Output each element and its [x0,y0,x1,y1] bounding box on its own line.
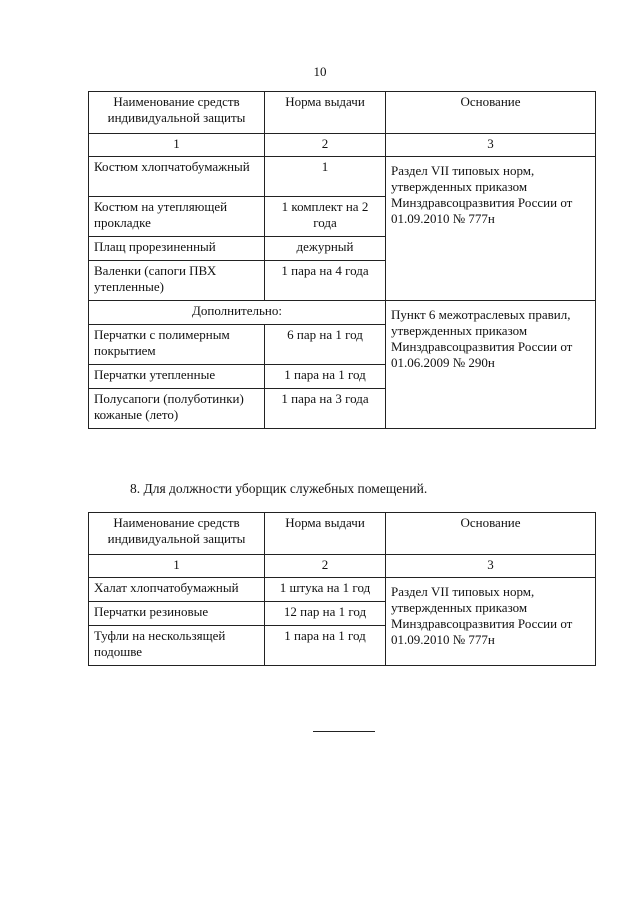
column-number: 3 [386,555,596,578]
item-norm: 1 пара на 1 год [265,626,386,666]
header-norm: Норма выдачи [265,513,386,555]
column-number: 2 [265,555,386,578]
table-row [89,157,596,197]
item-name: Костюм хлопчатобумажный [89,157,265,197]
additional-label: Дополнительно: [89,301,386,325]
basis-cell: Пункт 6 межотраслевых правил, утвержденных приказом Минздравсоцразвития России от 01.06.2009 № 290н [386,301,596,429]
basis-cell: Раздел VII типовых норм, утвержденных приказом Минздравсоцразвития России от 01.09.2010 № 777н [386,157,596,301]
basis-cell: Раздел VII типовых норм, утвержденных приказом Минздравсоцразвития России от 01.09.2010 № 777н [386,578,596,666]
item-name: Костюм на утепляющей прокладке [89,197,265,237]
item-norm: дежурный [265,237,386,261]
item-name: Перчатки утепленные [89,365,265,389]
column-number-row [89,555,596,578]
page-number: 10 [313,64,327,79]
item-norm: 6 пар на 1 год [265,325,386,365]
header-basis: Основание [386,92,596,134]
item-norm: 1 комплект на 2 года [265,197,386,237]
item-name: Туфли на нескользящей подошве [89,626,265,666]
item-name: Перчатки с полимерным покрытием [89,325,265,365]
table-row [89,578,596,602]
table-header-row [89,92,596,134]
item-norm: 1 пара на 3 года [265,389,386,429]
ppe-table-2 [88,512,596,666]
closing-rule [313,731,375,732]
header-item-name: Наименование средств индивидуальной защиты [89,92,265,134]
item-norm: 1 штука на 1 год [265,578,386,602]
section-heading: 8. Для должности уборщик служебных помещений. [130,481,428,496]
item-name: Плащ прорезиненный [89,237,265,261]
ppe-table-1 [88,91,596,429]
item-name: Перчатки резиновые [89,602,265,626]
column-number: 1 [89,555,265,578]
column-number: 2 [265,134,386,157]
header-norm: Норма выдачи [265,92,386,134]
column-number: 1 [89,134,265,157]
item-norm: 12 пар на 1 год [265,602,386,626]
item-norm: 1 [265,157,386,197]
table-row [89,301,596,325]
item-name: Полусапоги (полуботинки) кожаные (лето) [89,389,265,429]
header-basis: Основание [386,513,596,555]
item-name: Халат хлопчатобумажный [89,578,265,602]
item-name: Валенки (сапоги ПВХ утепленные) [89,261,265,301]
table-header-row [89,513,596,555]
header-item-name: Наименование средств индивидуальной защиты [89,513,265,555]
item-norm: 1 пара на 1 год [265,365,386,389]
column-number: 3 [386,134,596,157]
column-number-row [89,134,596,157]
item-norm: 1 пара на 4 года [265,261,386,301]
